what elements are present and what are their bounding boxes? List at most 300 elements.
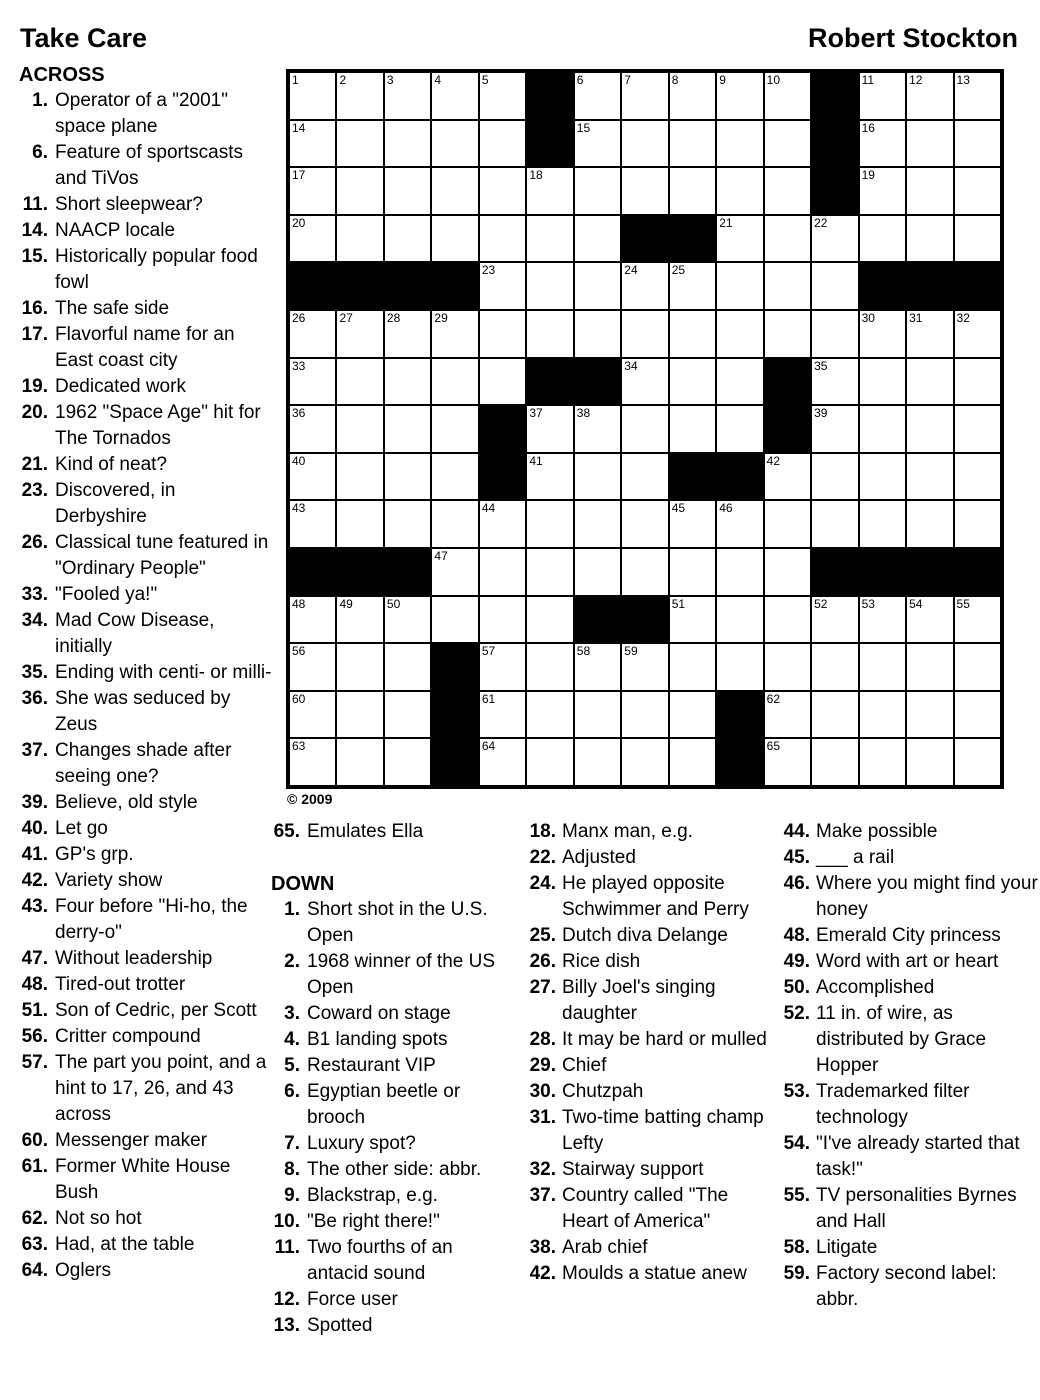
grid-cell-number: 63	[292, 739, 306, 754]
grid-cell	[574, 548, 621, 596]
clue-text: GP's grp.	[55, 844, 134, 865]
clue-number: 15.	[21, 246, 48, 267]
grid-cell	[384, 500, 431, 548]
grid-cell	[479, 262, 526, 310]
clue-text: B1 landing spots	[307, 1029, 448, 1050]
clue-number: 23.	[21, 480, 48, 501]
grid-black-cell	[954, 262, 1001, 310]
clue-text: Son of Cedric, per Scott	[55, 1000, 257, 1021]
clue-number: 6.	[32, 142, 48, 163]
grid-cell	[764, 310, 811, 358]
grid-cell	[764, 215, 811, 263]
grid-cell	[384, 691, 431, 739]
grid-cell	[479, 548, 526, 596]
grid-black-cell	[289, 548, 336, 596]
grid-cell	[954, 596, 1001, 644]
grid-cell-number: 41	[529, 453, 543, 468]
grid-black-cell	[526, 72, 573, 120]
grid-cell	[954, 120, 1001, 168]
clue-text: "I've already started that task!"	[816, 1133, 1020, 1180]
clue-text: Rice dish	[562, 951, 641, 972]
grid-cell-number: 5	[481, 73, 489, 87]
grid-cell-number: 56	[292, 644, 306, 659]
grid-black-cell	[384, 548, 431, 596]
grid-cell-number: 20	[292, 215, 306, 230]
grid-cell	[384, 120, 431, 168]
grid-cell	[336, 453, 383, 501]
clue-number: 40.	[21, 818, 48, 839]
clue-item	[14, 816, 272, 842]
clue-text: Four before "Hi-ho, the derry-o"	[55, 896, 248, 943]
clue-item	[14, 738, 272, 790]
grid-cell-number: 49	[339, 596, 353, 611]
grid-cell-number: 61	[481, 691, 496, 706]
clue-text: Changes shade after seeing one?	[55, 740, 232, 787]
clue-item	[266, 897, 516, 949]
grid-black-cell	[906, 262, 953, 310]
grid-cell	[526, 500, 573, 548]
clue-number: 44.	[783, 821, 810, 842]
clue-item	[14, 686, 272, 738]
grid-cell-number: 50	[386, 596, 401, 611]
grid-cell	[621, 167, 668, 215]
grid-black-cell	[336, 548, 383, 596]
grid-cell	[526, 643, 573, 691]
grid-cell	[859, 167, 906, 215]
grid-cell	[621, 405, 668, 453]
clue-number: 63.	[21, 1234, 48, 1255]
grid-cell	[906, 405, 953, 453]
grid-cell	[859, 215, 906, 263]
grid-cell	[906, 596, 953, 644]
grid-cell	[764, 72, 811, 120]
grid-cell	[669, 691, 716, 739]
clue-number: 51.	[21, 1000, 48, 1021]
clue-text: Where you might find your honey	[816, 873, 1038, 920]
grid-cell	[954, 167, 1001, 215]
grid-cell	[669, 500, 716, 548]
clue-number: 8.	[284, 1159, 300, 1180]
clue-number: 42.	[529, 1263, 556, 1284]
grid-cell	[811, 215, 858, 263]
clue-number: 32.	[529, 1159, 556, 1180]
clue-number: 49.	[783, 951, 810, 972]
grid-black-cell	[384, 262, 431, 310]
grid-black-cell	[431, 262, 478, 310]
clue-number: 64.	[21, 1260, 48, 1281]
clue-number: 11.	[22, 194, 48, 215]
grid-cell	[764, 453, 811, 501]
clue-number: 2.	[284, 951, 300, 972]
grid-cell	[526, 167, 573, 215]
grid-cell-number: 60	[292, 691, 306, 706]
clue-item	[14, 218, 272, 244]
grid-black-cell	[954, 548, 1001, 596]
grid-cell	[954, 691, 1001, 739]
grid-cell	[479, 500, 526, 548]
grid-cell	[336, 500, 383, 548]
clue-number: 24.	[529, 873, 556, 894]
grid-cell-number: 65	[766, 739, 781, 754]
clue-text: Litigate	[816, 1237, 878, 1258]
grid-cell	[574, 262, 621, 310]
grid-black-cell	[811, 72, 858, 120]
clue-text: 1962 "Space Age" hit for The Tornados	[55, 402, 261, 449]
grid-cell	[526, 596, 573, 644]
grid-cell	[954, 310, 1001, 358]
grid-black-cell	[811, 167, 858, 215]
grid-cell	[479, 691, 526, 739]
clue-text: Coward on stage	[307, 1003, 451, 1024]
grid-cell-number: 4	[434, 73, 442, 87]
grid-cell	[574, 405, 621, 453]
grid-cell	[621, 262, 668, 310]
grid-cell	[336, 691, 383, 739]
grid-cell	[859, 500, 906, 548]
clue-column-4	[774, 819, 1038, 1313]
clue-number: 43.	[21, 896, 48, 917]
clue-number: 6.	[284, 1081, 300, 1102]
grid-cell	[336, 310, 383, 358]
grid-cell	[621, 453, 668, 501]
clue-number: 62.	[21, 1208, 48, 1229]
clue-item	[520, 845, 776, 871]
clue-item	[774, 1131, 1038, 1183]
crossword-grid	[286, 69, 1004, 789]
grid-cell	[621, 643, 668, 691]
grid-cell	[336, 596, 383, 644]
grid-black-cell	[479, 405, 526, 453]
grid-cell-number: 17	[292, 168, 306, 183]
clue-item	[774, 1261, 1038, 1313]
clue-item	[14, 452, 272, 478]
grid-cell	[289, 310, 336, 358]
grid-cell	[811, 596, 858, 644]
grid-cell	[906, 358, 953, 406]
clue-text: Historically popular food fowl	[55, 246, 258, 293]
grid-cell	[859, 358, 906, 406]
clue-number: 55.	[783, 1185, 810, 1206]
grid-cell	[811, 500, 858, 548]
clue-text: Chutzpah	[562, 1081, 644, 1102]
clue-number: 1.	[284, 899, 300, 920]
clue-number: 46.	[783, 873, 810, 894]
grid-cell	[526, 310, 573, 358]
clue-number: 27.	[529, 977, 556, 998]
grid-cell	[954, 453, 1001, 501]
clue-number: 26.	[21, 532, 48, 553]
clue-column-2	[266, 819, 516, 1339]
clue-text: Word with art or heart	[816, 951, 999, 972]
grid-cell	[954, 215, 1001, 263]
clue-number: 12.	[273, 1289, 300, 1310]
clue-item	[520, 1105, 776, 1157]
grid-cell-number: 38	[576, 406, 591, 421]
clue-text: Variety show	[55, 870, 163, 891]
clue-item	[774, 1235, 1038, 1261]
down-clue-list-3	[774, 819, 1038, 1313]
clue-item	[14, 660, 272, 686]
grid-cell	[431, 310, 478, 358]
clue-number: 53.	[783, 1081, 810, 1102]
clue-text: Factory second label: abbr.	[816, 1263, 997, 1310]
grid-cell	[526, 691, 573, 739]
grid-black-cell	[716, 453, 763, 501]
across-clue-column	[14, 62, 272, 1284]
clue-number: 50.	[783, 977, 810, 998]
grid-cell-number: 23	[481, 263, 496, 278]
clue-number: 10.	[273, 1211, 300, 1232]
clue-text: Trademarked filter technology	[816, 1081, 970, 1128]
grid-cell	[574, 453, 621, 501]
down-clue-list-2	[520, 819, 776, 1287]
clue-number: 47.	[21, 948, 48, 969]
down-clue-list-1	[266, 897, 516, 1339]
grid-cell	[811, 262, 858, 310]
grid-black-cell	[859, 262, 906, 310]
clue-text: ___ a rail	[816, 847, 895, 868]
clue-item	[774, 975, 1038, 1001]
grid-cell	[289, 691, 336, 739]
clue-item	[14, 608, 272, 660]
grid-cell-number: 27	[339, 310, 353, 325]
clue-item	[266, 1079, 516, 1131]
clue-number: 13.	[273, 1315, 300, 1336]
clue-item	[520, 975, 776, 1027]
clue-text: Messenger maker	[55, 1130, 208, 1151]
grid-cell	[479, 358, 526, 406]
clue-text: Short shot in the U.S. Open	[307, 899, 488, 946]
grid-cell-number: 9	[719, 73, 726, 87]
grid-cell	[859, 738, 906, 786]
grid-cell	[906, 310, 953, 358]
clue-item	[14, 972, 272, 998]
clue-number: 20.	[21, 402, 48, 423]
grid-cell-number: 39	[814, 406, 828, 421]
grid-cell-number: 46	[719, 501, 733, 516]
clue-item	[14, 1154, 272, 1206]
clue-text: Restaurant VIP	[307, 1055, 436, 1076]
grid-cell-number: 21	[719, 215, 733, 230]
clue-number: 16.	[21, 298, 48, 319]
grid-cell	[811, 310, 858, 358]
grid-cell-number: 32	[956, 310, 970, 325]
grid-cell	[716, 167, 763, 215]
grid-cell-number: 24	[624, 263, 638, 278]
grid-cell	[289, 167, 336, 215]
grid-cell	[906, 120, 953, 168]
clue-number: 3.	[284, 1003, 300, 1024]
grid-cell	[479, 596, 526, 644]
clue-item	[520, 871, 776, 923]
clue-number: 4.	[284, 1029, 300, 1050]
clue-item	[520, 1183, 776, 1235]
clue-item	[14, 894, 272, 946]
grid-cell	[384, 215, 431, 263]
grid-cell-number: 45	[671, 501, 686, 516]
clue-text: Classical tune featured in "Ordinary People"	[55, 532, 269, 579]
grid-cell-number: 16	[861, 120, 875, 135]
grid-cell-number: 53	[861, 596, 875, 611]
grid-cell	[431, 453, 478, 501]
clue-item	[266, 1183, 516, 1209]
grid-cell	[621, 120, 668, 168]
grid-black-cell	[859, 548, 906, 596]
clue-text: Kind of neat?	[55, 454, 167, 475]
clue-item	[14, 582, 272, 608]
clue-number: 41.	[21, 844, 48, 865]
grid-cell	[384, 167, 431, 215]
grid-cell	[906, 453, 953, 501]
clue-number: 56.	[21, 1026, 48, 1047]
clue-number: 26.	[529, 951, 556, 972]
grid-cell	[336, 643, 383, 691]
clue-item	[266, 1131, 516, 1157]
grid-cell	[289, 738, 336, 786]
grid-cell-number: 29	[434, 310, 448, 325]
clue-number: 39.	[21, 792, 48, 813]
grid-cell-number: 30	[861, 310, 875, 325]
clue-item	[14, 322, 272, 374]
grid-cell	[289, 405, 336, 453]
grid-black-cell	[669, 215, 716, 263]
clue-item	[14, 140, 272, 192]
grid-cell	[289, 358, 336, 406]
clue-text: Dedicated work	[55, 376, 186, 397]
grid-black-cell	[431, 738, 478, 786]
clue-text: Flavorful name for an East coast city	[55, 324, 235, 371]
grid-cell	[954, 405, 1001, 453]
grid-cell	[954, 738, 1001, 786]
clue-item	[14, 244, 272, 296]
clue-number: 65.	[273, 821, 300, 842]
clue-text: Accomplished	[816, 977, 935, 998]
clue-item	[14, 1206, 272, 1232]
clue-item	[14, 192, 272, 218]
grid-cell	[574, 167, 621, 215]
grid-cell	[526, 405, 573, 453]
grid-cell	[716, 72, 763, 120]
clue-item	[266, 1053, 516, 1079]
grid-cell	[621, 72, 668, 120]
grid-cell-number: 14	[292, 120, 306, 135]
clue-number: 9.	[284, 1185, 300, 1206]
grid-black-cell	[574, 358, 621, 406]
grid-black-cell	[906, 548, 953, 596]
grid-cell	[431, 215, 478, 263]
clue-number: 48.	[783, 925, 810, 946]
grid-cell	[764, 548, 811, 596]
grid-cell-number: 1	[292, 73, 299, 87]
grid-cell	[669, 358, 716, 406]
grid-black-cell	[526, 358, 573, 406]
clue-text: Arab chief	[562, 1237, 648, 1258]
grid-cell	[574, 738, 621, 786]
grid-cell	[859, 596, 906, 644]
grid-cell	[906, 691, 953, 739]
grid-cell-number: 11	[861, 73, 875, 87]
clue-item	[266, 1287, 516, 1313]
clue-item	[14, 790, 272, 816]
clue-item	[266, 1235, 516, 1287]
clue-item	[520, 923, 776, 949]
clue-text: Without leadership	[55, 948, 213, 969]
grid-cell-number: 62	[766, 691, 781, 706]
grid-cell	[336, 167, 383, 215]
clue-text: Stairway support	[562, 1159, 704, 1180]
grid-black-cell	[431, 691, 478, 739]
grid-cell	[811, 358, 858, 406]
grid-cell	[954, 72, 1001, 120]
grid-cell-number: 28	[386, 310, 401, 325]
grid-cell	[811, 453, 858, 501]
clue-text: The other side: abbr.	[307, 1159, 482, 1180]
clue-text: Adjusted	[562, 847, 636, 868]
grid-cell	[336, 738, 383, 786]
grid-cell	[764, 262, 811, 310]
grid-cell-number: 2	[339, 73, 347, 87]
grid-cell	[811, 738, 858, 786]
grid-cell	[289, 215, 336, 263]
grid-cell	[336, 72, 383, 120]
clue-text: TV personalities Byrnes and Hall	[816, 1185, 1017, 1232]
grid-cell	[764, 738, 811, 786]
grid-cell	[526, 215, 573, 263]
grid-black-cell	[621, 215, 668, 263]
grid-cell	[479, 643, 526, 691]
clue-item	[14, 374, 272, 400]
clue-text: Critter compound	[55, 1026, 201, 1047]
grid-cell	[621, 691, 668, 739]
grid-black-cell	[716, 691, 763, 739]
grid-cell	[574, 691, 621, 739]
clue-number: 1.	[32, 90, 48, 111]
grid-cell	[906, 72, 953, 120]
grid-cell-number: 26	[292, 310, 306, 325]
clue-number: 19.	[21, 376, 48, 397]
clue-column-3	[520, 819, 776, 1287]
grid-cell	[289, 500, 336, 548]
grid-cell	[526, 453, 573, 501]
grid-cell	[384, 596, 431, 644]
clue-item	[14, 1128, 272, 1154]
clue-text: He played opposite Schwimmer and Perry	[562, 873, 749, 920]
clue-number: 11.	[274, 1237, 300, 1258]
clue-item	[520, 1027, 776, 1053]
clue-number: 37.	[529, 1185, 556, 1206]
clue-text: Manx man, e.g.	[562, 821, 693, 842]
grid-cell-number: 15	[576, 120, 591, 135]
grid-cell	[479, 310, 526, 358]
grid-cell	[336, 120, 383, 168]
grid-cell	[716, 500, 763, 548]
grid-cell	[384, 358, 431, 406]
across-header: ACROSS	[19, 64, 105, 86]
clue-text: Dutch diva Delange	[562, 925, 728, 946]
clue-text: Had, at the table	[55, 1234, 195, 1255]
grid-cell-number: 33	[292, 358, 306, 373]
clue-text: 11 in. of wire, as distributed by Grace Hopper	[816, 1003, 987, 1076]
grid-cell	[574, 120, 621, 168]
grid-cell	[336, 358, 383, 406]
grid-cell	[289, 72, 336, 120]
clue-number: 48.	[21, 974, 48, 995]
clue-item	[520, 1079, 776, 1105]
grid-cell	[764, 596, 811, 644]
clue-number: 18.	[529, 821, 556, 842]
clue-number: 60.	[21, 1130, 48, 1151]
grid-cell	[764, 691, 811, 739]
